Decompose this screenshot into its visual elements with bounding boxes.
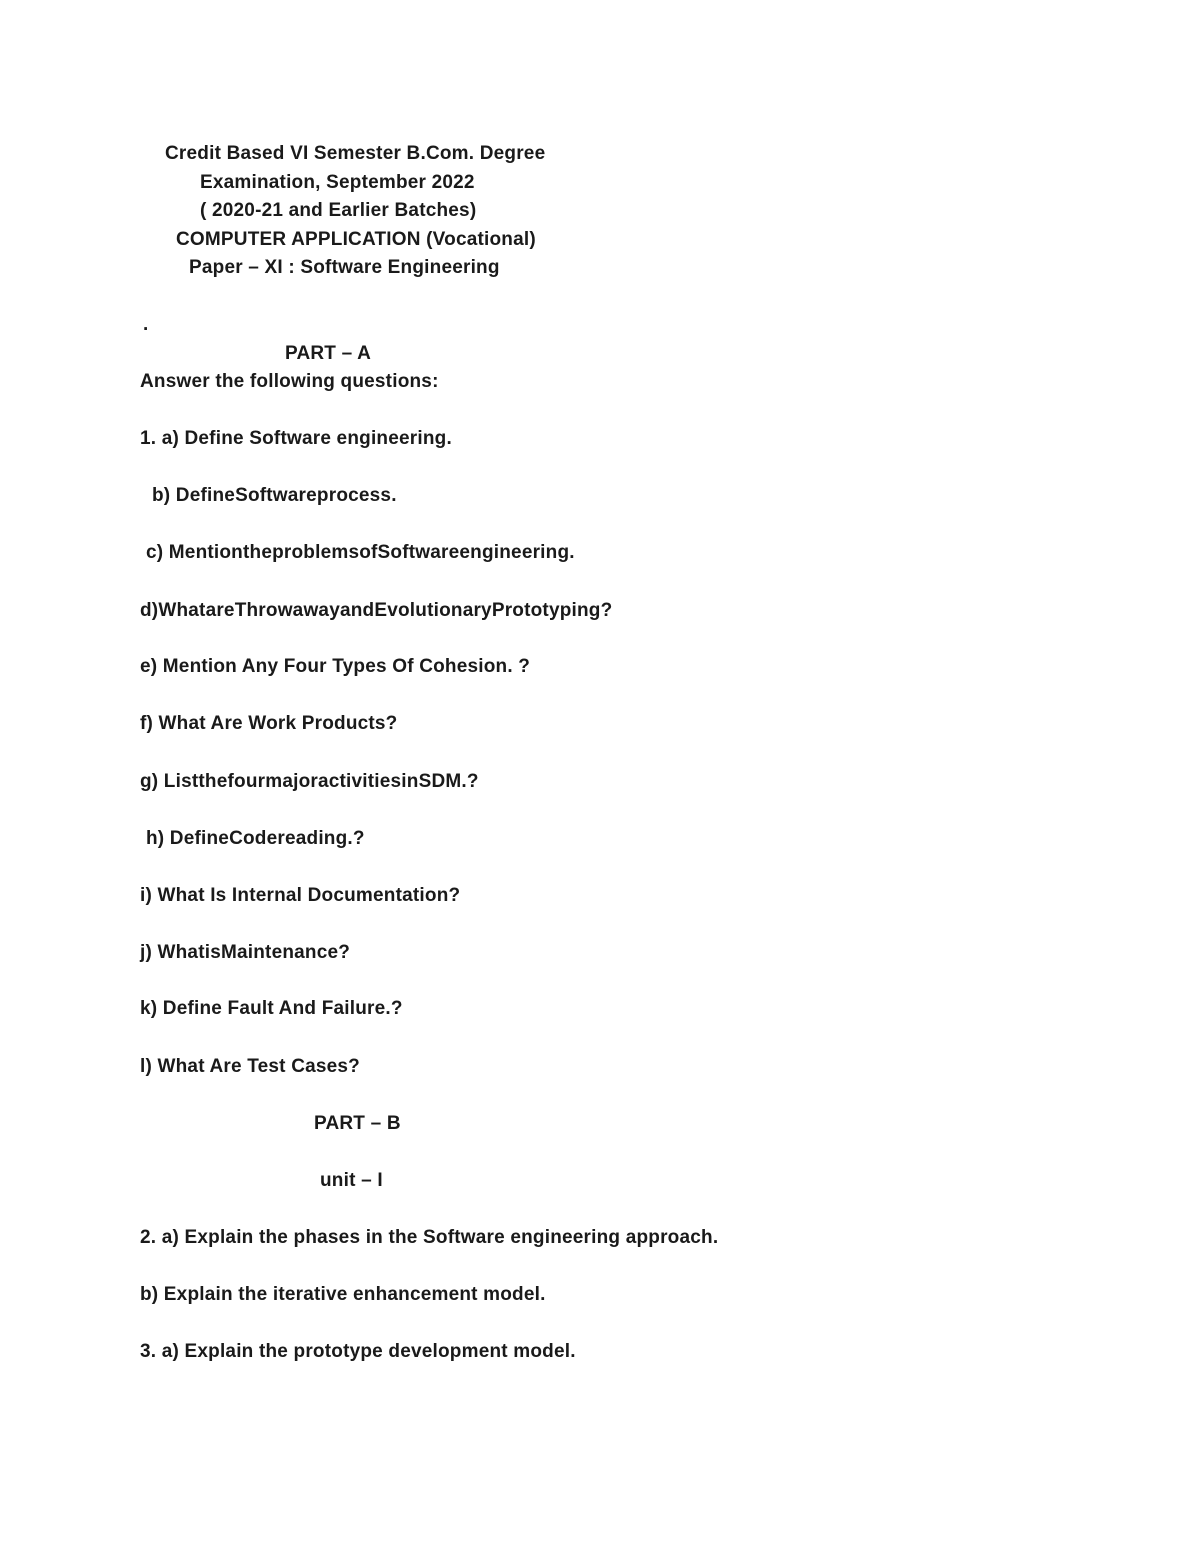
- header-line-3: ( 2020-21 and Earlier Batches): [200, 200, 477, 221]
- question-1b: b) DefineSoftwareprocess.: [152, 485, 397, 506]
- header-line-2: Examination, September 2022: [200, 172, 475, 193]
- question-1i: i) What Is Internal Documentation?: [140, 885, 461, 906]
- question-1d: d)WhatareThrowawayandEvolutionaryPrototyping?: [140, 600, 613, 621]
- question-2a: 2. a) Explain the phases in the Software engineering approach.: [140, 1227, 719, 1248]
- question-1j: j) WhatisMaintenance?: [140, 942, 351, 963]
- question-1c: c) MentiontheproblemsofSoftwareengineering.: [146, 542, 575, 563]
- question-1g: g) ListthefourmajoractivitiesinSDM.?: [140, 771, 479, 792]
- question-1k: k) Define Fault And Failure.?: [140, 998, 403, 1019]
- question-1l: l) What Are Test Cases?: [140, 1056, 360, 1077]
- header-line-4: COMPUTER APPLICATION (Vocational): [176, 229, 536, 250]
- part-b-title: PART – B: [314, 1113, 401, 1134]
- stray-dot: .: [143, 314, 149, 335]
- unit-heading: unit – I: [320, 1170, 383, 1191]
- question-1h: h) DefineCodereading.?: [146, 828, 365, 849]
- question-3a: 3. a) Explain the prototype development model.: [140, 1341, 576, 1362]
- question-1a: 1. a) Define Software engineering.: [140, 428, 452, 449]
- header-line-5: Paper – XI : Software Engineering: [189, 257, 500, 278]
- header-line-1: Credit Based VI Semester B.Com. Degree: [165, 143, 546, 164]
- question-1f: f) What Are Work Products?: [140, 713, 398, 734]
- part-a-instruction: Answer the following questions:: [140, 371, 439, 392]
- question-2b: b) Explain the iterative enhancement model.: [140, 1284, 546, 1305]
- question-1e: e) Mention Any Four Types Of Cohesion. ?: [140, 656, 531, 677]
- part-a-title: PART – A: [285, 343, 372, 364]
